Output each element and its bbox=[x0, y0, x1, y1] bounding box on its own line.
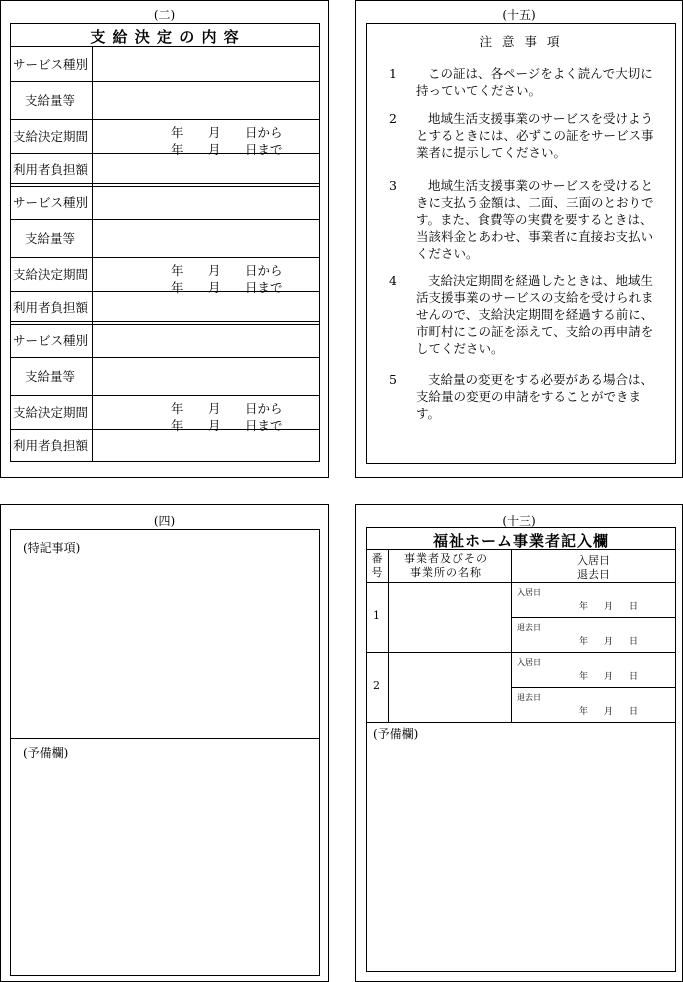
notice-text: 支給量の変更をする必要がある場合は、支給量の変更の申請をすることができます。 bbox=[416, 372, 654, 421]
page-2 bbox=[0, 0, 329, 478]
notice-item bbox=[389, 177, 655, 262]
welfare-home-frame bbox=[366, 527, 676, 972]
in-date-year: 年 bbox=[579, 602, 589, 612]
notice-text: 地域生活支援事業のサービスを受けるときに支払う金額は、二面、三面のとおりです。また、食費等の実費を要するときは、当該料金とあわせ、事業者に直接お支払いください。 bbox=[416, 178, 654, 261]
benefit-decision-table bbox=[10, 23, 320, 462]
out-date-year: 年 bbox=[579, 637, 589, 647]
in-date-label: 入居日 bbox=[517, 588, 541, 597]
col-number-header: 番号 bbox=[371, 552, 383, 579]
page-number: (十五) bbox=[502, 8, 536, 22]
service-type-label: サービス種別 bbox=[13, 56, 89, 72]
period-from-month: 月 bbox=[208, 401, 221, 416]
period-from-day: 日から bbox=[245, 401, 283, 416]
period-from-day: 日から bbox=[245, 263, 283, 278]
notice-text: この証は、各ページをよく読んで大切に持っていてください。 bbox=[416, 66, 653, 98]
period-to-day: 日まで bbox=[245, 280, 283, 295]
period-from-month: 月 bbox=[208, 263, 221, 278]
burden-label: 利用者負担額 bbox=[13, 437, 89, 453]
period-to-year: 年 bbox=[171, 418, 184, 433]
period-to-year: 年 bbox=[171, 280, 184, 295]
reserve-label: (予備欄) bbox=[23, 746, 69, 760]
table-title: 支 給 決 定 の 内 容 bbox=[90, 28, 240, 46]
out-date-month: 月 bbox=[604, 707, 614, 717]
amount-label: 支給量等 bbox=[25, 369, 76, 384]
period-label: 支給決定期間 bbox=[13, 129, 89, 144]
out-date-day: 日 bbox=[629, 707, 639, 717]
in-date-year: 年 bbox=[579, 672, 589, 682]
burden-label: 利用者負担額 bbox=[13, 161, 89, 177]
page-4 bbox=[0, 504, 329, 982]
service-type-label: サービス種別 bbox=[13, 332, 89, 348]
reserve-label: (予備欄) bbox=[373, 727, 419, 741]
notice-text: 支給決定期間を経過したときは、地域生活支援事業のサービスの支給を受けられませんので、支給決定期間を経過する前に、市町村にこの証を添えて、支給の再申請をしてください。 bbox=[416, 273, 654, 356]
row-number: 1 bbox=[373, 609, 380, 622]
burden-label: 利用者負担額 bbox=[13, 299, 89, 315]
period-label: 支給決定期間 bbox=[13, 267, 89, 282]
period-to-month: 月 bbox=[208, 142, 221, 157]
out-date-year: 年 bbox=[579, 707, 589, 717]
col-name-header: 事業者及びその事業所の名称 bbox=[404, 552, 488, 579]
remarks-frame bbox=[10, 529, 320, 976]
col-in-header: 入居日 bbox=[577, 554, 610, 567]
period-from-year: 年 bbox=[171, 401, 184, 416]
col-out-header: 退去日 bbox=[577, 568, 610, 581]
period-from-month: 月 bbox=[208, 125, 221, 140]
special-notes-label: (特記事項) bbox=[23, 541, 81, 555]
service-type-label: サービス種別 bbox=[13, 194, 89, 210]
period-to-month: 月 bbox=[208, 418, 221, 433]
period-from-day: 日から bbox=[245, 125, 283, 140]
notice-number: 4 bbox=[389, 273, 397, 288]
out-date-label: 退去日 bbox=[517, 693, 541, 702]
notes-title: 注 意 事 項 bbox=[479, 34, 563, 49]
page-number: (二) bbox=[153, 8, 176, 22]
welfare-home-title: 福祉ホーム事業者記入欄 bbox=[432, 532, 609, 550]
amount-label: 支給量等 bbox=[25, 231, 76, 246]
page-13 bbox=[355, 504, 683, 982]
in-date-month: 月 bbox=[604, 672, 614, 682]
notice-number: 1 bbox=[389, 66, 397, 81]
out-date-label: 退去日 bbox=[517, 623, 541, 632]
in-date-day: 日 bbox=[629, 672, 639, 682]
out-date-month: 月 bbox=[604, 637, 614, 647]
notice-item bbox=[389, 65, 655, 99]
in-date-month: 月 bbox=[604, 602, 614, 612]
amount-label: 支給量等 bbox=[25, 93, 76, 108]
notice-item bbox=[389, 110, 655, 161]
out-date-day: 日 bbox=[629, 637, 639, 647]
notice-number: 5 bbox=[389, 372, 397, 387]
row-number: 2 bbox=[373, 679, 380, 692]
page-number: (四) bbox=[153, 514, 176, 528]
page-15 bbox=[355, 0, 683, 478]
period-from-year: 年 bbox=[171, 263, 184, 278]
page-number: (十三) bbox=[502, 514, 536, 528]
period-from-year: 年 bbox=[171, 125, 184, 140]
in-date-label: 入居日 bbox=[517, 658, 541, 667]
notice-item bbox=[389, 272, 655, 357]
notice-number: 3 bbox=[389, 178, 397, 193]
notice-item bbox=[389, 371, 655, 422]
period-to-month: 月 bbox=[208, 280, 221, 295]
notice-text: 地域生活支援事業のサービスを受けようとするときには、必ずこの証をサービス事業者に提示してください。 bbox=[416, 111, 654, 160]
in-date-day: 日 bbox=[629, 602, 639, 612]
period-label: 支給決定期間 bbox=[13, 405, 89, 420]
notes-frame bbox=[366, 23, 676, 464]
period-to-year: 年 bbox=[171, 142, 184, 157]
period-to-day: 日まで bbox=[245, 142, 283, 157]
period-to-day: 日まで bbox=[245, 418, 283, 433]
notice-number: 2 bbox=[389, 111, 397, 126]
